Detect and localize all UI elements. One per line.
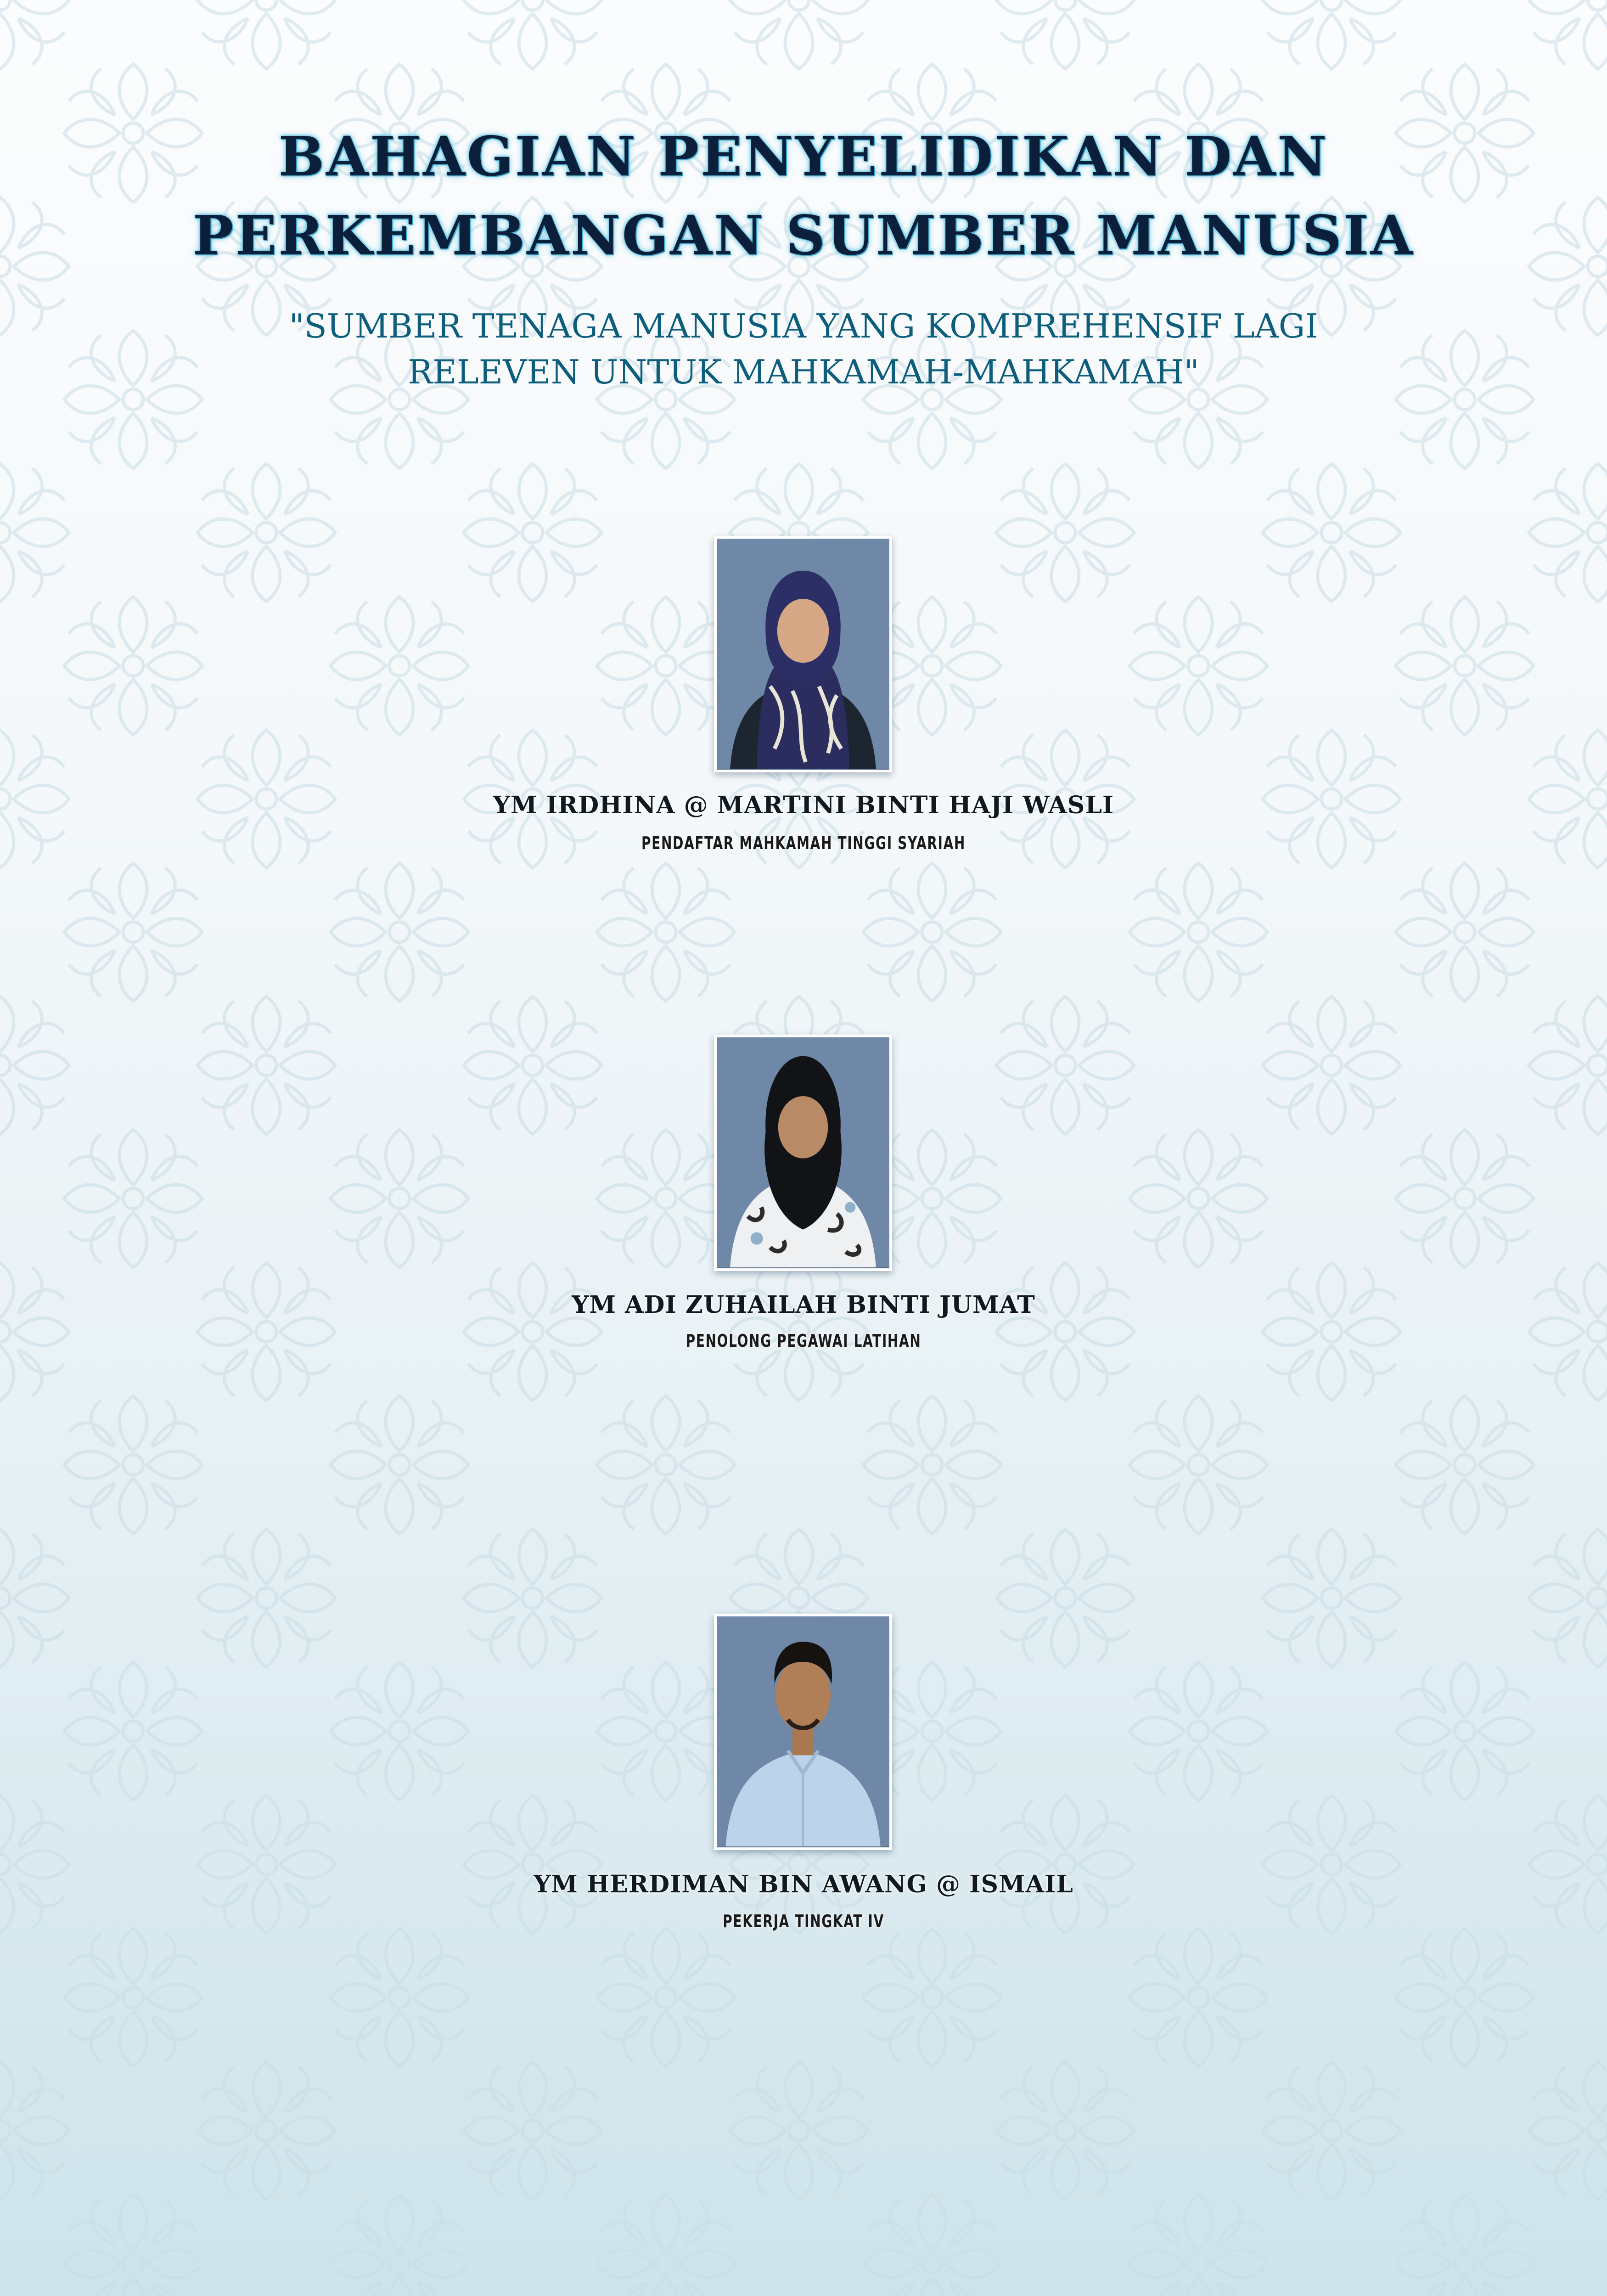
member-name-1: YM IRDHINA @ MARTINI BINTI HAJI WASLI [493,791,1114,819]
member-photo-2 [714,1035,892,1271]
member-position-2: PENOLONG PEGAWAI LATIHAN [686,1331,921,1351]
member-photo-1 [714,536,892,772]
motto-line-1: "SUMBER TENAGA MANUSIA YANG KOMPREHENSIF LAGI [289,307,1318,345]
title-line-2: PERKEMBANGAN SUMBER MANUSIA [192,203,1415,267]
portrait-woman-hijab-icon [717,1037,889,1268]
page-title [115,117,1492,275]
portrait-man-shirt-icon [717,1616,889,1847]
motto [207,303,1400,395]
title-line-1: BAHAGIAN PENYELIDIKAN DAN [278,124,1329,188]
member-position-3: PEKERJA TINGKAT IV [723,1911,884,1931]
member-position-1: PENDAFTAR MAHKAMAH TINGGI SYARIAH [641,833,966,853]
portrait-woman-hijab-icon [717,539,889,770]
member-name-2: YM ADI ZUHAILAH BINTI JUMAT [572,1291,1035,1319]
member-photo-3 [714,1614,892,1850]
motto-line-2: RELEVEN UNTUK MAHKAMAH-MAHKAMAH" [408,353,1199,391]
member-name-3: YM HERDIMAN BIN AWANG @ ISMAIL [534,1870,1073,1898]
